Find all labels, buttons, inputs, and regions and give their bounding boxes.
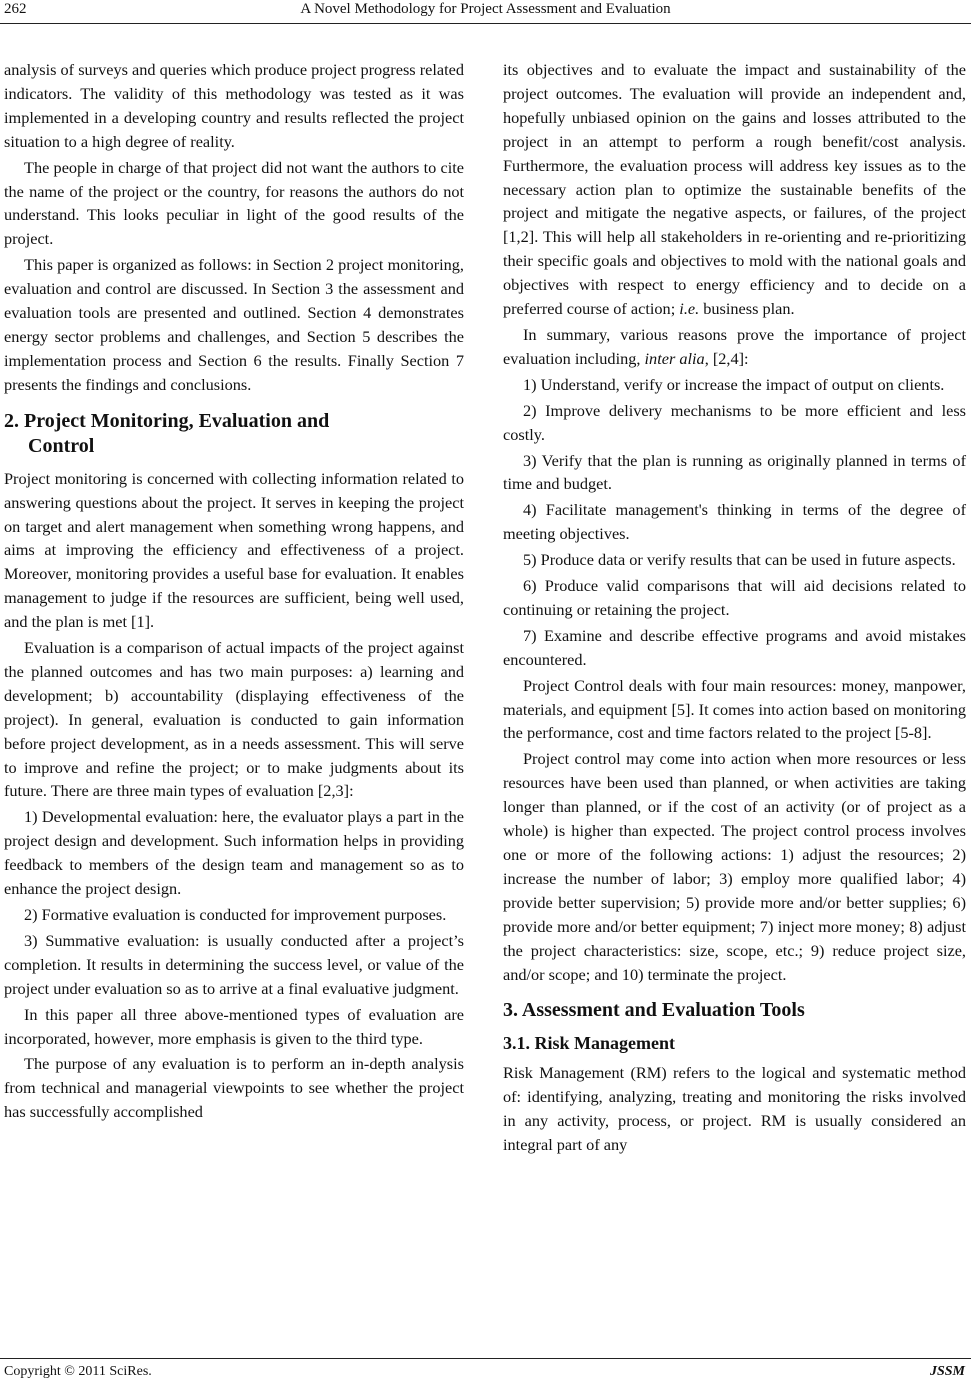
footer	[0, 1363, 971, 1383]
paragraph	[503, 58, 966, 321]
paragraph: Project Control deals with four main resources: money, manpower, materials, and equipment [5]. It comes into action based on monitoring the performance, cost and time factors related to the project [5-8].	[503, 675, 966, 743]
subsection-heading: 3.1. Risk Management	[503, 1033, 675, 1054]
list-item: 2) Formative evaluation is conducted for improvement purposes.	[24, 905, 447, 924]
text-run: business plan.	[699, 299, 795, 319]
text-run: , [2,4]:	[704, 348, 749, 368]
list-item: 3) Summative evaluation: is usually conducted after a project’s completion. It results in determining the success level, or value of the project under evaluation so as to arrive at a final evaluative judgment.	[4, 930, 464, 998]
running-title: A Novel Methodology for Project Assessment and Evaluation	[300, 1, 671, 17]
paragraph: Project monitoring is concerned with collecting information related to answering questions about the project. It serves in keeping the project on target and alert management when something wrong happens, and aims at improving the efficiency and effectiveness of a project. Moreover, monitoring provides a useful base for evaluation. It enables management to judge if the resources are sufficient, being well used, and the plan is met [1].	[4, 468, 464, 632]
section-heading-line: 2. Project Monitoring, Evaluation and	[4, 409, 330, 432]
section-heading	[4, 409, 464, 459]
paragraph: Risk Management (RM) refers to the logical and systematic method of: identifying, analyzing, treating and monitoring the risks involved in any activity, process, or project. RM is usually considered an integral part of any	[503, 1063, 966, 1155]
italic-text: inter alia	[644, 348, 705, 368]
list-item: 5) Produce data or verify results that can be used in future aspects.	[523, 550, 956, 570]
paragraph	[503, 323, 966, 371]
paragraph: The people in charge of that project did not want the authors to cite the name of the project or the country, for reasons the authors do not understand. This looks peculiar in light of the good results of the project.	[4, 157, 464, 249]
list-item: 7) Examine and describe effective programs and avoid mistakes encountered.	[503, 625, 966, 669]
header-rule	[0, 23, 971, 24]
paragraph: This paper is organized as follows: in Section 2 project monitoring, evaluation and control are discussed. In Section 3 the assessment and evaluation tools are presented and outlined. Section 4 demonstrates energy sector problems and challenges, and Section 5 describes the implementation process and Section 6 the results. Finally Section 7 presents the findings and conclusions.	[4, 255, 464, 394]
paragraph: The purpose of any evaluation is to perform an in-depth analysis from technical and managerial viewpoints to see whether the project has successfully accomplished	[4, 1054, 464, 1122]
section-heading: 3. Assessment and Evaluation Tools	[503, 999, 805, 1022]
list-item: 6) Produce valid comparisons that will aid decisions related to continuing or retaining the project.	[503, 576, 966, 619]
list-item: 1) Developmental evaluation: here, the evaluator plays a part in the project design and development. Such information helps in providing feedback to members of the design team and management so as to enhance the project design.	[4, 807, 464, 899]
italic-text: i.e.	[679, 299, 700, 319]
list-item: 2) Improve delivery mechanisms to be more efficient and less costly.	[503, 400, 966, 444]
section-heading-line: Control	[28, 434, 95, 457]
text-run: its objectives and to evaluate the impact and sustainability of the project outcomes. The evaluation will provide an independent and, hopefully unbiased opinion on the gains and losses attributed to the project in an attempt to perform a rough benefit/cost analysis. Furthermore, the evaluation process will address key issues as to the necessary action plan to optimize the sustainable benefits of the project and mitigate the negative aspects, or failures, of the project [1,2]. This will help all stakeholders in re-orienting and re-prioritizing their specific goals and objectives to mold with the national goals and objectives with respect to energy efficiency and to decide on a preferred course of action;	[503, 60, 966, 319]
right-column	[503, 58, 966, 1159]
paragraph: analysis of surveys and queries which produce project progress related indicators. The validity of this methodology was tested as it was implemented in a developing country and results reflected the project situation to a high degree of reality.	[4, 60, 464, 151]
list-item: 1) Understand, verify or increase the impact of output on clients.	[523, 374, 945, 394]
copyright: Copyright © 2011 SciRes.	[4, 1364, 152, 1379]
list-item: 4) Facilitate management's thinking in terms of the degree of meeting objectives.	[503, 500, 966, 544]
paragraph: Project control may come into action when more resources or less resources have been used than planned, or when activities are taking longer than planned, or if the cost of an activity (or of project as a whole) is higher than expected. The project control process involves one or more of the following actions: 1) adjust the resources; 2) increase the number of labor; 3) employ more qualified labor; 4) provide better supervision; 5) provide more and/or better supplies; 6) provide more and/or better equipment; 7) inject more money; 8) adjust the project characteristics: size, scope, etc.; 9) reduce project size, and/or scope; and 10) terminate the project.	[503, 749, 966, 984]
page-number: 262	[4, 1, 27, 17]
journal-name: JSSM	[929, 1364, 965, 1379]
text-run: In summary, various reasons prove the importance of project evaluation including,	[503, 324, 966, 368]
left-column	[4, 58, 464, 1126]
list-item: 3) Verify that the plan is running as originally planned in terms of time and budget.	[503, 450, 966, 494]
footer-rule	[0, 1358, 971, 1359]
paragraph: In this paper all three above-mentioned types of evaluation are incorporated, however, more emphasis is given to the third type.	[4, 1004, 464, 1048]
running-header	[0, 0, 971, 22]
paragraph: Evaluation is a comparison of actual impacts of the project against the planned outcomes and has two main purposes: a) learning and development; b) accountability (displaying effectiveness of the project). In general, evaluation is conducted to gain information before project development, as in a needs assessment. This will serve to improve and refine the project; or to make judgments about its future. There are three main types of evaluation [2,3]:	[4, 638, 464, 801]
